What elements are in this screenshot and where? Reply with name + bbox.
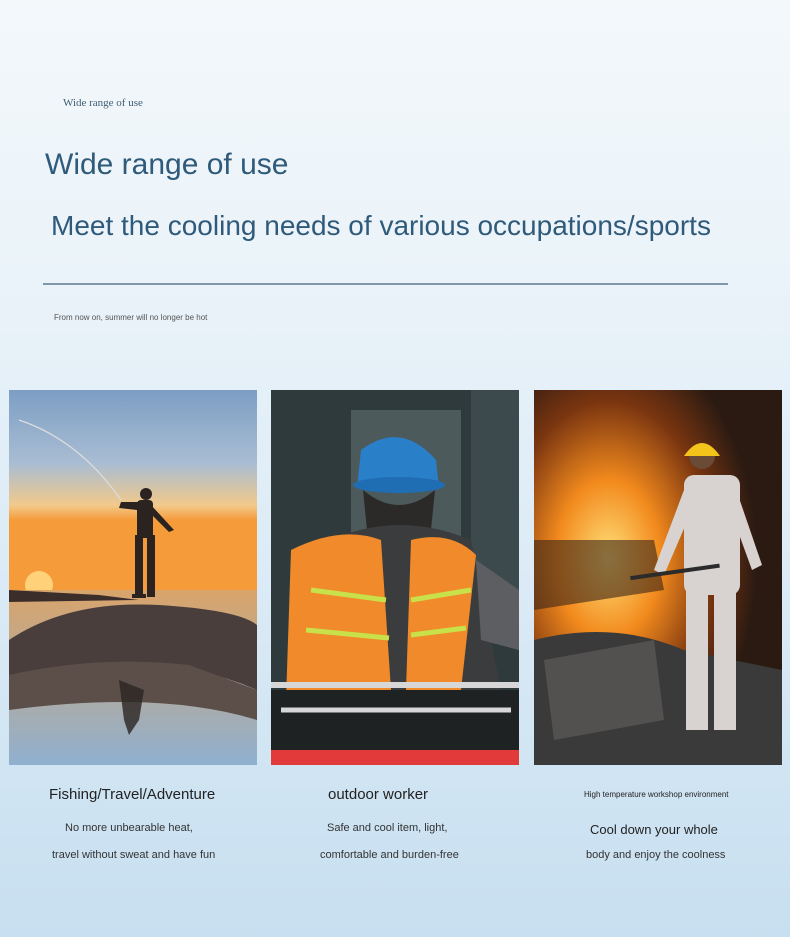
section-tag: Wide range of use — [63, 97, 143, 109]
workshop-photo — [534, 390, 782, 765]
card-1-line2: travel without sweat and have fun — [52, 849, 216, 861]
fishing-photo — [9, 390, 257, 765]
card-2-line2: comfortable and burden-free — [320, 849, 459, 861]
page-title: Wide range of use — [45, 148, 289, 181]
card-2-line1: Safe and cool item, light, — [327, 822, 448, 834]
card-3-title: High temperature workshop environment — [584, 790, 729, 799]
card-1-title: Fishing/Travel/Adventure — [49, 786, 216, 803]
card-1-line1: No more unbearable heat, — [65, 822, 193, 834]
outdoor-worker-photo — [271, 390, 519, 765]
divider-line — [43, 283, 728, 285]
page-subtitle: Meet the cooling needs of various occupations/sports — [51, 210, 711, 241]
card-3-line1: Cool down your whole — [590, 822, 718, 837]
card-2-title: outdoor worker — [328, 786, 429, 803]
card-3-line2: body and enjoy the coolness — [586, 849, 726, 861]
tagline-note: From now on, summer will no longer be hot — [54, 313, 208, 322]
